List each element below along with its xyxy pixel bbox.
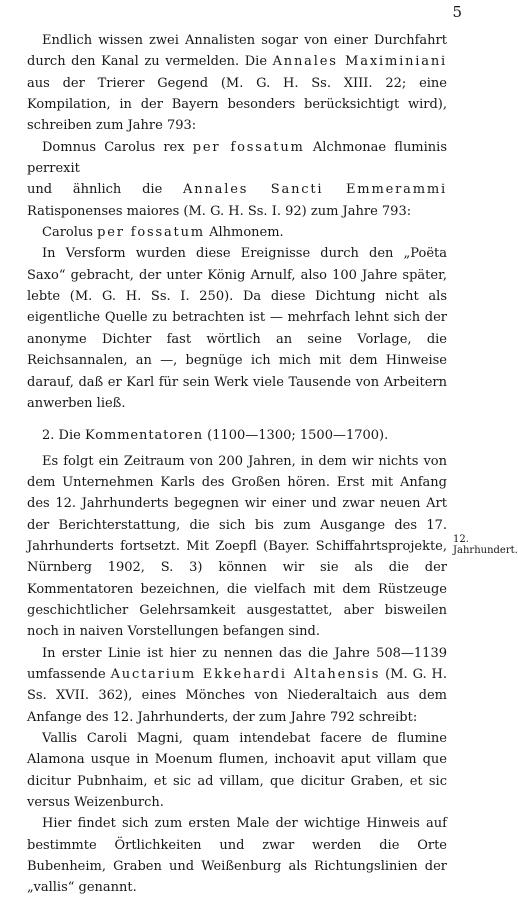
- quote-vallis-caroli: Vallis Caroli Magni, quam intendebat facere de flumine Alamona usque in Moenum flumen, inchoavit aput villam que dicitur Pubnhaim, et sic ad villam, que dicitur Graben, et sic versus Weizenburch.: [27, 731, 447, 811]
- body-text: [27, 30, 447, 899]
- paragraph-annales-emmerammi: und ähnlich die Annales Sancti Emmerammi Ratisponenses maiores (M. G. H. Ss. I. 92) zum Jahre 793:: [27, 182, 447, 219]
- margin-note: 12. Jahrhundert.: [453, 534, 518, 556]
- heading-word: Kommentatoren: [84, 428, 203, 444]
- quote-maximiniani: Domnus Carolus rex per fossatum Alchmonae fluminis perrexit: [27, 139, 447, 177]
- paragraph-oertlichkeiten: Hier findet sich zum ersten Male der wichtige Hinweis auf bestimmte Örtlichkeiten und zwar werden die Orte Bubenheim, Graben und Weißenburg als Richtungslinien der „vallis“ genannt.: [27, 816, 447, 896]
- emphasis-per-fossatum: per fossatum: [97, 225, 205, 241]
- page-number: 5: [452, 3, 462, 21]
- paragraph-annales-maximiniani: Endlich wissen zwei Annalisten sogar von einer Durchfahrt durch den Kanal zu vermelden. Die Annales Maximiniani aus der Trierer Gegend (M. G. H. Ss. XIII. 22; eine Kompilation, in der Bayern besonders berücksichtigt wird), schreiben zum Jahre 793:: [27, 33, 448, 134]
- source-name: Auctarium Ekkehardi Altahensis: [110, 666, 381, 682]
- quote-emmerammi: Carolus per fossatum Alhmonem.: [42, 225, 284, 241]
- source-name: Annales Maximiniani: [272, 54, 448, 70]
- source-name: Annales Sancti Emmerammi: [183, 182, 447, 198]
- paragraph-poeta-saxo: In Versform wurden diese Ereignisse durch den „Poëta Saxo“ gebracht, der unter König Arnulf, also 100 Jahre später, lebte (M. G. H. Ss. I. 250). Da diese Dichtung nicht als eigentliche Quelle zu betrachten ist — mehrfach lehnt sich der anonyme Dichter fast wörtlich an seine Vorlage, die Reichsannalen, an —, begnüge ich mich mit dem Hinweise darauf, daß er Karl für sein Werk viele Tausende von Arbeitern anwerben ließ.: [27, 246, 447, 411]
- emphasis-per-fossatum: per fossatum: [192, 139, 305, 155]
- section-heading: 2. Die Kommentatoren (1100—1300; 1500—1700).: [42, 428, 389, 444]
- paragraph-auctarium: In erster Linie ist hier zu nennen das die Jahre 508—1139 umfassende Auctarium Ekkehardi Altahensis (M. G. H. Ss. XVII. 362), eines Mönches von Niederaltaich aus dem Anfange des 12. Jahrhunderts, der zum Jahre 792 schreibt:: [27, 645, 447, 725]
- paragraph-kommentatoren: Es folgt ein Zeitraum von 200 Jahren, in dem wir nichts von dem Unternehmen Karls des Großen hören. Erst mit Anfang des 12. Jahrhunderts begegnen wir einer und zwar neuen Art der Berichterstattung, die sich bis zum Ausgange des 17. Jahrhunderts fortsetzt. Mit Zoepfl (Bayer. Schiffahrtsprojekte, Nürnberg 1902, S. 3) können wir sie als die der Kommentatoren bezeichnen, die vielfach mit dem Rüstzeuge geschichtlicher Gelehrsamkeit ausgestattet, aber bisweilen noch in naiven Vorstellungen befangen sind.: [27, 453, 447, 640]
